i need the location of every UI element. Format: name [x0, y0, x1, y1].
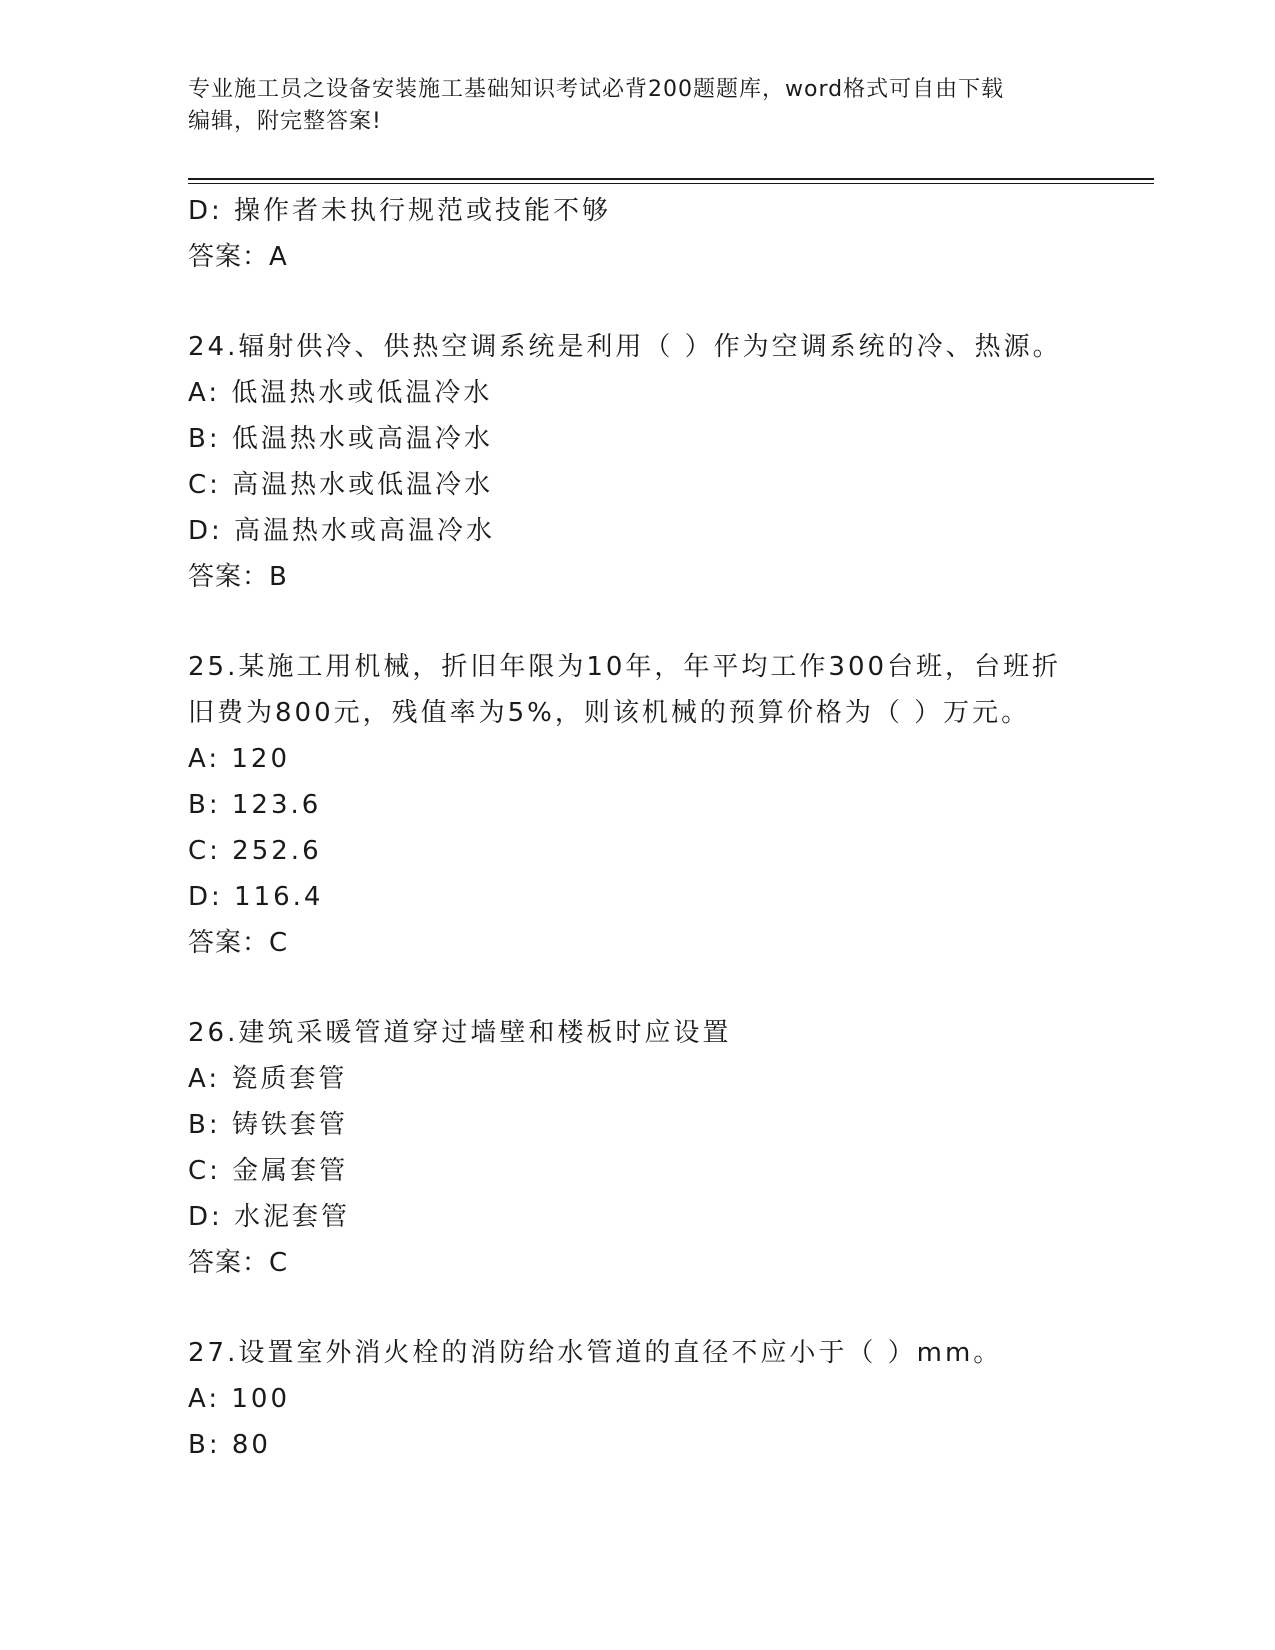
document-header	[188, 74, 1068, 138]
prev-answer: 答案：A	[188, 242, 288, 272]
question-24-option-a: A: 低温热水或低温冷水	[188, 378, 493, 408]
question-26	[188, 1010, 1088, 1286]
spacer	[188, 280, 1088, 324]
question-24-option-c: C: 高温热水或低温冷水	[188, 470, 494, 500]
question-25-stem-line-1: 25.某施工用机械，折旧年限为10年，年平均工作300台班，台班折	[188, 652, 1062, 682]
header-rule-thick	[188, 178, 1154, 180]
question-24-option-b: B: 低温热水或高温冷水	[188, 424, 493, 454]
question-25-option-c: C: 252.6	[188, 836, 322, 866]
question-26-option-c: C: 金属套管	[188, 1156, 349, 1186]
header-title-line-2: 编辑，附完整答案!	[188, 109, 382, 134]
prev-option-d: D: 操作者未执行规范或技能不够	[188, 196, 612, 226]
question-25-answer: 答案：C	[188, 928, 289, 958]
question-26-option-d: D: 水泥套管	[188, 1202, 351, 1232]
header-title-line-1: 专业施工员之设备安装施工基础知识考试必背200题题库，word格式可自由下载	[188, 77, 1005, 102]
question-24-stem: 24.辐射供冷、供热空调系统是利用（ ）作为空调系统的冷、热源。	[188, 332, 1062, 362]
question-25-option-b: B: 123.6	[188, 790, 322, 820]
question-27-option-a: A: 100	[188, 1384, 290, 1414]
question-25-stem-line-2: 旧费为800元，残值率为5%，则该机械的预算价格为（ ）万元。	[188, 698, 1031, 728]
spacer	[188, 966, 1088, 1010]
question-27-stem: 27.设置室外消火栓的消防给水管道的直径不应小于（ ）mm。	[188, 1338, 1003, 1368]
question-26-answer: 答案：C	[188, 1248, 289, 1278]
question-content	[188, 188, 1088, 1468]
question-27	[188, 1330, 1088, 1468]
question-24-answer: 答案：B	[188, 562, 288, 592]
question-25	[188, 644, 1088, 966]
question-27-option-b: B: 80	[188, 1430, 271, 1460]
question-24-option-d: D: 高温热水或高温冷水	[188, 516, 496, 546]
question-24	[188, 324, 1088, 600]
question-26-stem: 26.建筑采暖管道穿过墙壁和楼板时应设置	[188, 1018, 732, 1048]
question-26-option-b: B: 铸铁套管	[188, 1110, 348, 1140]
question-26-option-a: A: 瓷质套管	[188, 1064, 348, 1094]
question-25-option-d: D: 116.4	[188, 882, 324, 912]
header-rule-thin	[188, 183, 1154, 184]
spacer	[188, 1286, 1088, 1330]
question-25-option-a: A: 120	[188, 744, 290, 774]
spacer	[188, 600, 1088, 644]
